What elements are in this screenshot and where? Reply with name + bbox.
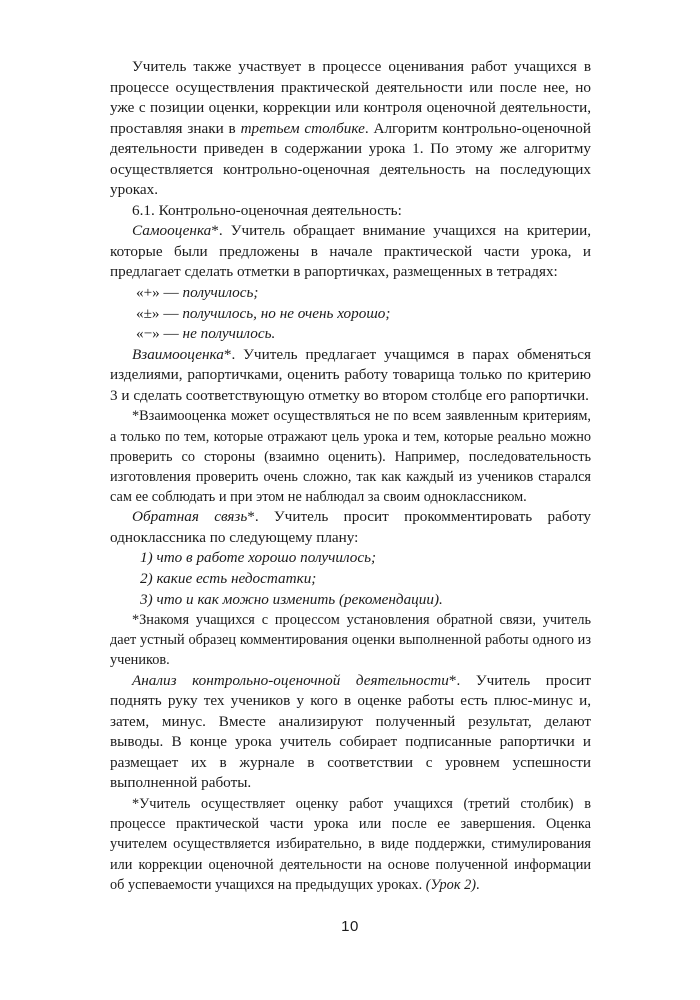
footnote-uchitel — [110, 794, 591, 895]
footnote-uchitel-lead: *Учитель осуществляет оценку работ учащихся (третий столбик) в процессе практической части урока или после ее завершения. Оценка учителем осуществляется избирательно, в виде поддержки, стимулирования или коррекции оценочной деятельности на основе полученной информации об успеваемости учащихся на предыдущих уроках. — [110, 795, 591, 893]
mark-item-plus — [110, 283, 591, 304]
reference-urok-2: (Урок 2) — [425, 876, 476, 893]
mark-item-minus — [110, 324, 591, 345]
paragraph-analiz — [110, 671, 591, 794]
paragraph-analiz-tail: *. Учитель просит поднять руку тех учеников у кого в оценке работы есть плюс-минус и, затем, минус. Вместе анализируют полученный результат, делают выводы. В конце урока учитель собирает подписанные рапортички и размещает их в журнале в соответствии с уровнем успешности выполненной работы. — [110, 671, 591, 792]
page-number: 10 — [341, 918, 359, 935]
paragraph-obratnaya-svyaz-tail: *. Учитель просит прокомментировать работу одноклассника по следующему плану: — [110, 508, 591, 546]
paragraph-samoocenka — [110, 221, 591, 283]
term-samoocenka: Самооценка — [132, 222, 212, 240]
mark-description-plusminus: получилось, но не очень хорошо; — [182, 304, 391, 322]
mark-symbol-plus: «+» — — [136, 284, 183, 302]
paragraph-samoocenka-tail: *. Учитель обращает внимание учащихся на критерии, которые были предложены в начале практической части урока, и предлагает сделать отметки в рапортичках, размещенных в тетрадях: — [110, 222, 591, 281]
mark-item-plusminus — [110, 304, 591, 325]
mark-symbol-plusminus: «±» — — [136, 304, 183, 322]
mark-symbol-minus: «−» — — [136, 325, 183, 343]
heading-6-1: 6.1. Контрольно-оценочная деятельность: — [132, 201, 402, 219]
footnote-uchitel-tail: . — [476, 876, 480, 893]
page-text-column — [110, 57, 591, 895]
paragraph-intro-tail: . Алгоритм контрольно-оценочной деятельности приведен в содержании урока 1. По этому же алгоритму осуществляется контрольно-оценочная деятельность на последующих уроках. — [110, 119, 591, 199]
paragraph-vzaimoocenka-tail: *. Учитель предлагает учащимся в парах обменяться изделиями, рапортичками, оценить работу товарища только по критерию 3 и сделать соответствующую отметку во втором столбце его рапортички. — [110, 345, 591, 404]
paragraph-intro-lead: Учитель также участвует в процессе оценивания работ учащихся в процессе осуществления практической деятельности или после нее, но уже с позиции оценки, коррекции или контроля оценочной деятельности, проставляя знаки в — [110, 58, 591, 137]
term-obratnaya-svyaz: Обратная связь — [132, 508, 248, 526]
footnote-znakomya: *Знакомя учащихся с процессом установления обратной связи, учитель дает устный образец комментирования оценки выполненной работы одного из учеников. — [110, 612, 591, 669]
footnote-vzaimoocenka: *Взаимооценка может осуществляться не по всем заявленным критериям, а только по тем, которые отражают цель урока и тем, которые реально можно проверить со стороны (взаимно оценить). Например, последовательность изготовления проверить очень сложно, так как каждый из учеников старался сам ее соблюдать и при этом не наблюдал за своим одноклассником. — [110, 408, 591, 506]
paragraph-intro — [110, 57, 591, 201]
plan-item-3: 3) что и как можно изменить (рекомендации). — [140, 590, 443, 608]
emphasis-tretyem-stolbike: третьем столбике — [240, 119, 365, 137]
mark-description-plus: получилось; — [182, 284, 259, 302]
mark-description-minus: не получилось. — [182, 325, 276, 343]
term-vzaimoocenka: Взаимооценка — [132, 345, 224, 363]
paragraph-vzaimoocenka — [110, 345, 591, 407]
paragraph-obratnaya-svyaz — [110, 507, 591, 548]
plan-item-1: 1) что в работе хорошо получилось; — [140, 549, 377, 567]
term-analiz: Анализ контрольно-оценочной деятельности — [132, 671, 449, 689]
plan-item-2: 2) какие есть недостатки; — [140, 569, 317, 587]
